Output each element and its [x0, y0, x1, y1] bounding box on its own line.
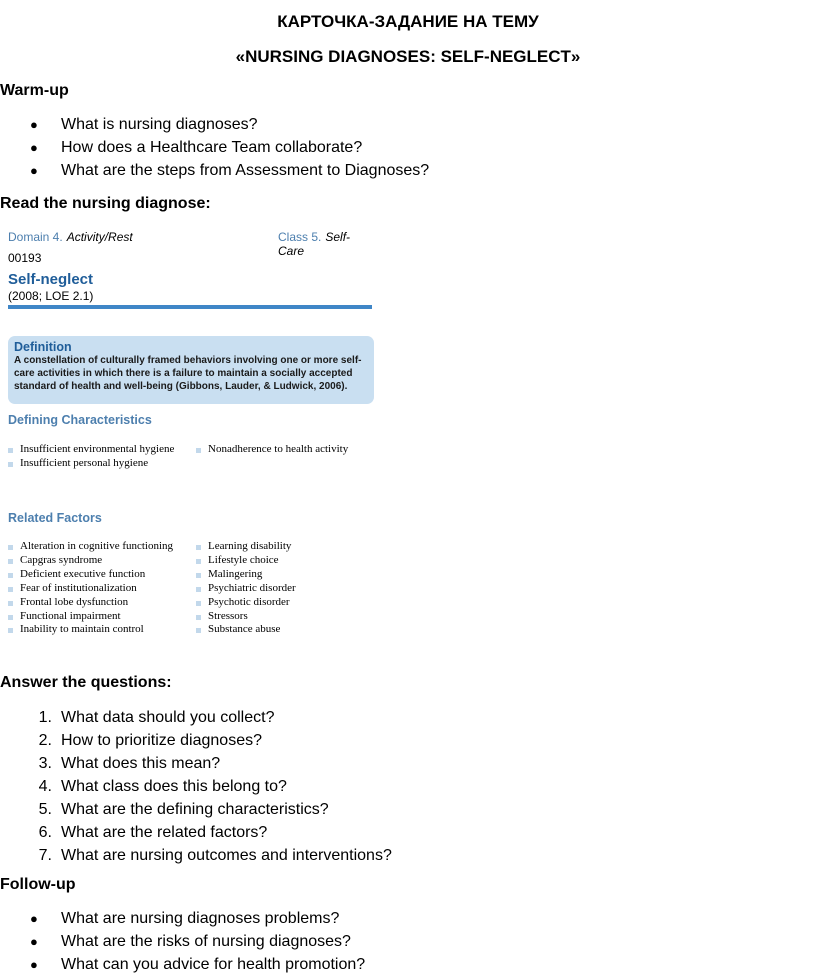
square-bullet-icon	[196, 545, 201, 550]
list-item: 6. What are the related factors?	[0, 821, 392, 844]
definition-title: Definition	[14, 340, 72, 354]
list-item: Inability to maintain control	[8, 623, 176, 637]
item-number: 4.	[38, 778, 52, 795]
square-bullet-icon	[196, 628, 201, 633]
square-bullet-icon	[8, 573, 13, 578]
bullet-icon: ●	[30, 117, 38, 132]
bullet-icon: ●	[30, 934, 38, 949]
square-bullet-icon	[8, 448, 13, 453]
list-item: Psychiatric disorder	[196, 582, 366, 596]
item-number: 7.	[38, 847, 52, 864]
list-item: Alteration in cognitive functioning	[8, 540, 176, 554]
definition-text: A constellation of culturally framed behaviors involving one or more self-care activities in which there is a failure to maintain a socially accepted standard of health and well-being (Gibbons, Lauder, & Ludwick, 2006).	[14, 355, 362, 392]
list-item: ● What is nursing diagnoses?	[0, 113, 429, 136]
square-bullet-icon	[196, 448, 201, 453]
list-item: Insufficient personal hygiene	[8, 457, 186, 471]
followup-list	[0, 907, 365, 976]
read-heading: Read the nursing diagnose:	[0, 195, 211, 212]
item-number: 2.	[38, 732, 52, 749]
item-number: 3.	[38, 755, 52, 772]
item-number: 5.	[38, 801, 52, 818]
list-item: Stressors	[196, 610, 366, 624]
square-bullet-icon	[8, 615, 13, 620]
list-item: 7. What are nursing outcomes and interventions?	[0, 844, 392, 867]
related-factors-title: Related Factors	[8, 511, 102, 525]
square-bullet-icon	[196, 573, 201, 578]
list-item: 1. What data should you collect?	[0, 706, 392, 729]
answer-heading: Answer the questions:	[0, 674, 172, 691]
square-bullet-icon	[8, 628, 13, 633]
list-item: Nonadherence to health activity	[196, 443, 366, 457]
list-item: Psychotic disorder	[196, 596, 366, 610]
list-item: Frontal lobe dysfunction	[8, 596, 176, 610]
list-item: Functional impairment	[8, 610, 176, 624]
related-left-list	[8, 540, 176, 637]
diagnosis-code: 00193	[8, 251, 42, 265]
list-item: Fear of institutionalization	[8, 582, 176, 596]
square-bullet-icon	[8, 601, 13, 606]
list-item: 3. What does this mean?	[0, 752, 392, 775]
list-item: Capgras syndrome	[8, 554, 176, 568]
answer-list	[0, 706, 392, 867]
list-item: ● How does a Healthcare Team collaborate?	[0, 136, 429, 159]
list-item: ● What are nursing diagnoses problems?	[0, 907, 365, 930]
square-bullet-icon	[196, 587, 201, 592]
list-item: 2. How to prioritize diagnoses?	[0, 729, 392, 752]
diagnosis-year: (2008; LOE 2.1)	[8, 289, 94, 303]
square-bullet-icon	[196, 559, 201, 564]
title-line-2: «NURSING DIAGNOSES: SELF-NEGLECT»	[235, 47, 581, 66]
list-item: 5. What are the defining characteristics?	[0, 798, 392, 821]
divider	[8, 305, 372, 309]
list-item: 4. What class does this belong to?	[0, 775, 392, 798]
square-bullet-icon	[196, 601, 201, 606]
warmup-heading: Warm-up	[0, 82, 69, 99]
list-item: Insufficient environmental hygiene	[8, 443, 186, 457]
diagnosis-card	[8, 228, 374, 660]
list-item: ● What can you advice for health promotion?	[0, 953, 365, 976]
bullet-icon: ●	[30, 140, 38, 155]
followup-heading: Follow-up	[0, 876, 76, 893]
list-item: Learning disability	[196, 540, 366, 554]
list-item: Substance abuse	[196, 623, 366, 637]
item-number: 6.	[38, 824, 52, 841]
list-item: ● What are the steps from Assessment to Diagnoses?	[0, 159, 429, 182]
bullet-icon: ●	[30, 957, 38, 972]
square-bullet-icon	[196, 615, 201, 620]
list-item: ● What are the risks of nursing diagnoses?	[0, 930, 365, 953]
square-bullet-icon	[8, 462, 13, 467]
related-right-list	[196, 540, 366, 637]
item-number: 1.	[38, 709, 52, 726]
warmup-list	[0, 113, 429, 182]
defining-right-list	[196, 443, 366, 457]
list-item: Deficient executive function	[8, 568, 176, 582]
square-bullet-icon	[8, 587, 13, 592]
definition-box	[8, 336, 374, 404]
class: Class 5. Self-Care	[278, 230, 351, 258]
title-line-1: КАРТОЧКА-ЗАДАНИЕ НА ТЕМУ	[277, 12, 539, 31]
defining-left-list	[8, 443, 186, 471]
bullet-icon: ●	[30, 163, 38, 178]
square-bullet-icon	[8, 559, 13, 564]
domain: Domain 4. Activity/Rest	[8, 230, 133, 244]
list-item: Malingering	[196, 568, 366, 582]
diagnosis-name: Self-neglect	[8, 271, 94, 288]
bullet-icon: ●	[30, 911, 38, 926]
defining-characteristics-title: Defining Characteristics	[8, 413, 152, 427]
square-bullet-icon	[8, 545, 13, 550]
list-item: Lifestyle choice	[196, 554, 366, 568]
